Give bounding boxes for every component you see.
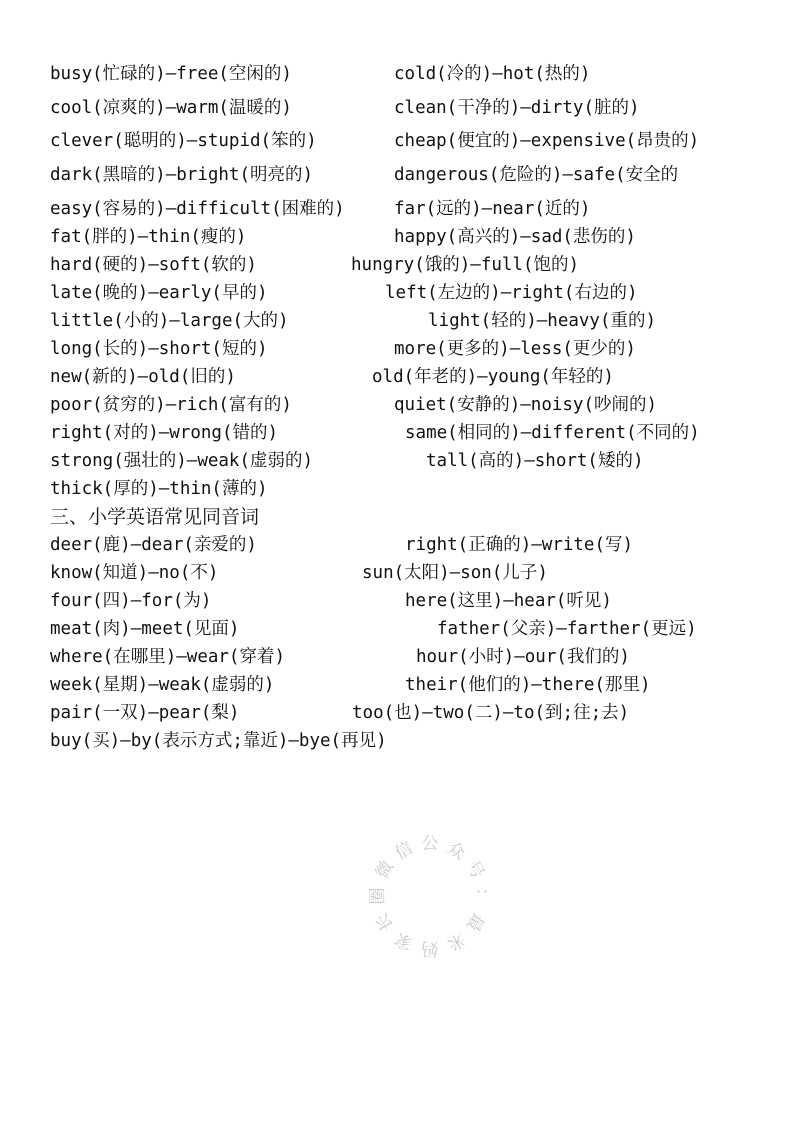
homophone-left-7: pair(一双)—pear(梨): [50, 703, 240, 723]
antonym-left-10: long(长的)—short(短的): [50, 339, 268, 359]
antonym-right-7: hungry(饿的)—full(饱的): [351, 255, 580, 275]
antonym-left-14: strong(强壮的)—weak(虚弱的): [50, 451, 314, 471]
antonym-left-6: fat(胖的)—thin(瘦的): [50, 227, 247, 247]
seal-glyph: ：: [472, 887, 492, 905]
antonym-right-6: happy(高兴的)—sad(悲伤的): [394, 227, 636, 247]
antonym-left-3: clever(聪明的)—stupid(笨的): [50, 131, 317, 151]
antonym-right-11: old(年老的)—young(年轻的): [372, 367, 614, 387]
homophone-left-5: where(在哪里)—wear(穿着): [50, 647, 286, 667]
homophone-right-4: father(父亲)—farther(更远): [437, 619, 697, 639]
antonym-left-13: right(对的)—wrong(错的): [50, 423, 279, 443]
antonym-right-10: more(更多的)—less(更少的): [394, 339, 636, 359]
seal-glyph: 圈: [368, 887, 388, 905]
antonym-left-4: dark(黑暗的)—bright(明亮的): [50, 165, 314, 185]
homophone-left-1: deer(鹿)—dear(亲爱的): [50, 535, 257, 555]
antonym-right-2: clean(干净的)—dirty(脏的): [394, 98, 640, 118]
seal-glyph: 米: [443, 928, 469, 954]
antonym-right-14: tall(高的)—short(矮的): [426, 451, 644, 471]
watermark-seal: [362, 828, 498, 964]
section-heading-homophones: 三、小学英语常见同音词: [50, 506, 260, 528]
antonym-left-9: little(小的)—large(大的): [50, 311, 289, 331]
antonym-right-13: same(相同的)—different(不同的): [405, 423, 700, 443]
seal-glyph: 微: [372, 857, 398, 883]
seal-glyph: 最: [462, 909, 488, 935]
seal-glyph: 众: [443, 838, 469, 864]
antonym-left-5: easy(容易的)—difficult(困难的): [50, 199, 345, 219]
antonym-left-7: hard(硬的)—soft(软的): [50, 255, 257, 275]
homophone-right-7: too(也)—two(二)—to(到;往;去): [352, 703, 630, 723]
antonym-left-11: new(新的)—old(旧的): [50, 367, 236, 387]
seal-glyph: 长: [372, 909, 398, 935]
antonym-left-1: busy(忙碌的)—free(空闲的): [50, 64, 292, 84]
homophone-left-2: know(知道)—no(不): [50, 563, 219, 583]
homophone-left-3: four(四)—for(为): [50, 591, 212, 611]
homophone-right-6: their(他们的)—there(那里): [405, 675, 651, 695]
antonym-left-8: late(晚的)—early(早的): [50, 283, 268, 303]
antonym-right-4: dangerous(危险的)—safe(安全的: [394, 165, 679, 185]
antonym-left-15: thick(厚的)—thin(薄的): [50, 479, 268, 499]
homophone-right-5: hour(小时)—our(我们的): [416, 647, 630, 667]
homophone-right-3: here(这里)—hear(听见): [405, 591, 612, 611]
antonym-right-1: cold(冷的)—hot(热的): [394, 64, 591, 84]
watermark-seal-text: [368, 834, 492, 958]
seal-glyph: 妈: [421, 938, 439, 958]
antonym-right-3: cheap(便宜的)—expensive(昂贵的): [394, 131, 700, 151]
homophone-left-4: meat(肉)—meet(见面): [50, 619, 240, 639]
antonym-right-9: light(轻的)—heavy(重的): [428, 311, 657, 331]
antonym-left-12: poor(贫穷的)—rich(富有的): [50, 395, 292, 415]
homophone-left-6: week(星期)—weak(虚弱的): [50, 675, 275, 695]
antonym-left-2: cool(凉爽的)—warm(温暖的): [50, 98, 292, 118]
seal-glyph: 号: [462, 857, 488, 883]
seal-glyph: 家: [391, 928, 417, 954]
homophone-right-1: right(正确的)—write(写): [405, 535, 634, 555]
antonym-right-12: quiet(安静的)—noisy(吵闹的): [394, 395, 658, 415]
antonym-right-5: far(远的)—near(近的): [394, 199, 591, 219]
homophone-right-2: sun(太阳)—son(儿子): [362, 563, 548, 583]
homophone-left-8: buy(买)—by(表示方式;靠近)—bye(再见): [50, 731, 387, 751]
antonym-right-8: left(左边的)—right(右边的): [385, 283, 638, 303]
seal-glyph: 信: [391, 838, 417, 864]
seal-glyph: 公: [421, 834, 439, 854]
